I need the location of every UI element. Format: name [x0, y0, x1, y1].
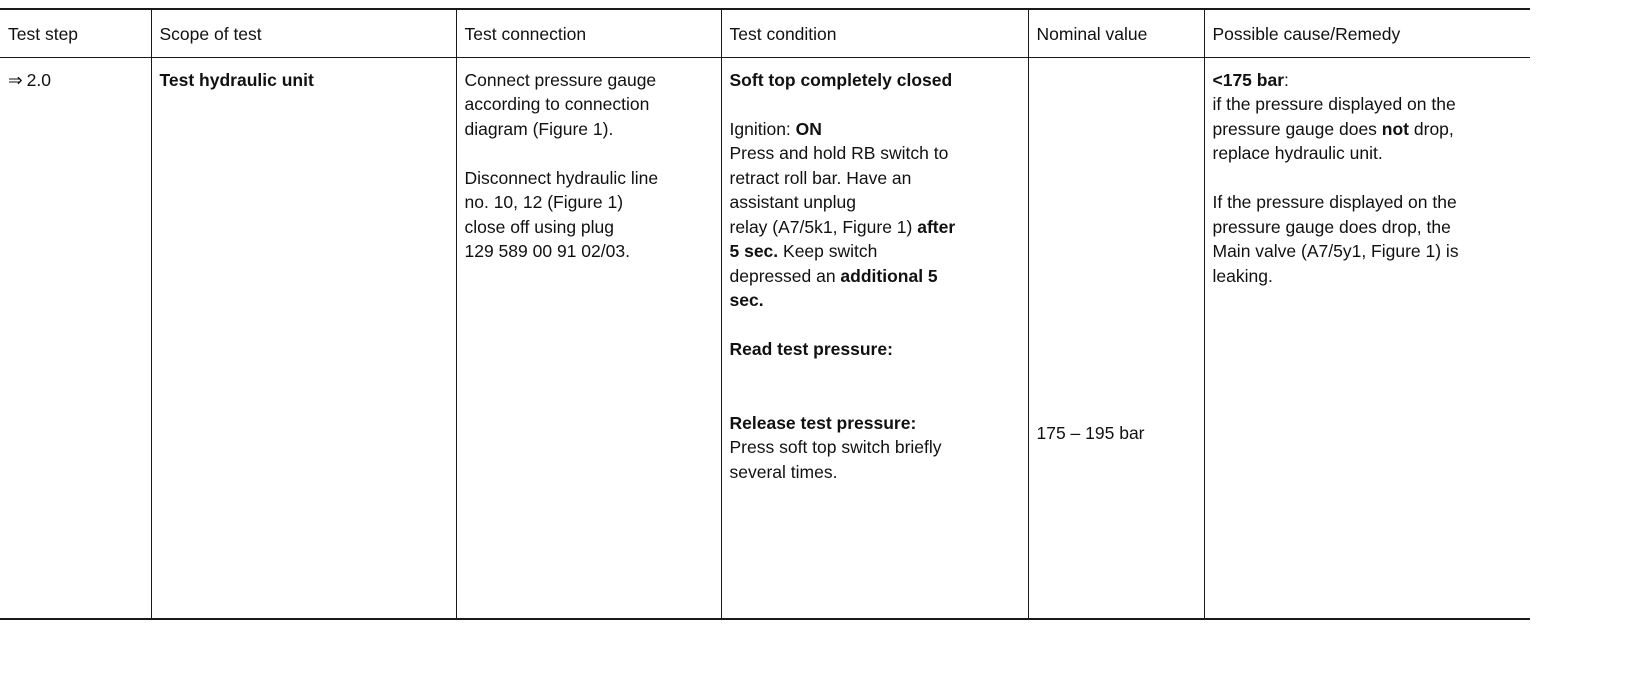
header-scope: Scope of test	[151, 9, 456, 57]
release-line: several times.	[729, 461, 838, 482]
scope-text: Test hydraulic unit	[159, 69, 314, 90]
header-nominal: Nominal value	[1028, 9, 1204, 57]
remedy-line: leaking.	[1212, 265, 1273, 286]
remedy-line	[1213, 117, 1525, 142]
condition-line: sec.	[729, 290, 764, 310]
condition-line: retract roll bar. Have an	[729, 167, 912, 188]
remedy-threshold: <175 bar	[1212, 69, 1285, 90]
remedy-line: If the pressure displayed on the	[1212, 192, 1457, 212]
cell-remedy	[1204, 57, 1530, 619]
connection-line: according to connection	[464, 94, 650, 114]
header-connection: Test connection	[456, 9, 721, 57]
condition-bold: after	[917, 216, 956, 237]
remedy-line: if the pressure displayed on the	[1212, 94, 1456, 114]
read-pressure: Read test pressure:	[729, 339, 893, 359]
condition-heading: Soft top completely closed	[729, 69, 953, 90]
connection-line: diagram (Figure 1).	[464, 118, 614, 139]
remedy-bold: not	[1381, 118, 1410, 139]
ignition-label: Ignition:	[729, 118, 796, 139]
condition-line: Press and hold RB switch to	[729, 143, 949, 163]
condition-bold: 5 sec.	[729, 241, 779, 261]
header-row	[0, 9, 1530, 57]
remedy-heading	[1213, 68, 1525, 93]
remedy-colon: :	[1284, 69, 1289, 90]
condition-text: depressed an	[729, 265, 841, 286]
release-line: Press soft top switch briefly	[729, 437, 942, 457]
connection-line: Connect pressure gauge	[464, 69, 657, 90]
condition-line: assistant unplug	[729, 192, 856, 212]
remedy-text: drop,	[1409, 118, 1454, 139]
remedy-text: pressure gauge does	[1212, 118, 1382, 139]
step-number: 2.0	[26, 69, 51, 90]
condition-line	[730, 239, 1022, 264]
connection-line: close off using plug	[464, 216, 615, 237]
nominal-block	[1037, 68, 1198, 608]
test-table	[0, 8, 1530, 620]
cell-nominal	[1028, 57, 1204, 619]
cell-scope	[151, 57, 456, 619]
ignition-value: ON	[795, 118, 822, 139]
condition-ignition	[730, 117, 1022, 142]
table-header	[0, 9, 1530, 57]
condition-bold: additional 5	[840, 265, 938, 286]
cell-test-step	[0, 57, 151, 619]
header-remedy: Possible cause/Remedy	[1204, 9, 1530, 57]
connection-line: no. 10, 12 (Figure 1)	[464, 192, 624, 212]
remedy-line: replace hydraulic unit.	[1212, 143, 1383, 163]
cell-condition	[721, 57, 1028, 619]
condition-line	[730, 264, 1022, 289]
nominal-value: 175 – 195 bar	[1036, 422, 1145, 443]
connection-line: 129 589 00 91 02/03.	[464, 241, 630, 261]
connection-line: Disconnect hydraulic line	[464, 167, 659, 188]
condition-text: relay (A7/5k1, Figure 1)	[729, 216, 918, 237]
condition-text: Keep switch	[778, 241, 878, 261]
header-test-step: Test step	[0, 9, 151, 57]
condition-line	[730, 215, 1022, 240]
table-row	[0, 57, 1530, 619]
remedy-line: pressure gauge does drop, the	[1212, 216, 1451, 237]
cell-connection	[456, 57, 721, 619]
header-condition: Test condition	[721, 9, 1028, 57]
remedy-line: Main valve (A7/5y1, Figure 1) is	[1212, 241, 1459, 261]
arrow-icon: ⇒	[8, 69, 23, 90]
release-pressure: Release test pressure:	[729, 412, 917, 433]
